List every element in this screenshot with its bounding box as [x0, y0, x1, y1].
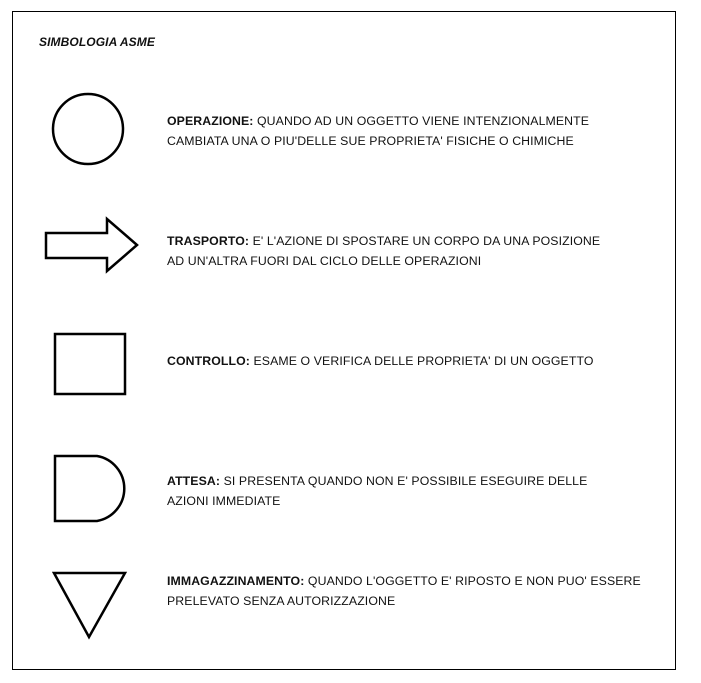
trasporto-text-line2: AD UN'ALTRA FUORI DAL CICLO DELLE OPERAZIONI [167, 254, 482, 268]
circle-icon [50, 92, 128, 166]
controllo-text-line1: ESAME O VERIFICA DELLE PROPRIETA' DI UN OGGETTO [249, 354, 594, 368]
operazione-text-line1: QUANDO AD UN OGGETTO VIENE INTENZIONALMENTE [253, 114, 590, 128]
attesa-text-line2: AZIONI IMMEDIATE [167, 494, 281, 508]
inverted-triangle-icon [52, 570, 128, 640]
immagazzinamento-term: IMMAGAZZINAMENTO: [167, 574, 305, 588]
trasporto-term: TRASPORTO: [167, 234, 250, 248]
operazione-text-line2: CAMBIATA UNA O PIU'DELLE SUE PROPRIETA' FISICHE O CHIMICHE [167, 134, 574, 148]
attesa-description [167, 471, 587, 511]
legend-title: SIMBOLOGIA ASME [39, 35, 155, 49]
controllo-description [167, 351, 594, 371]
trasporto-description [167, 231, 600, 271]
arrow-icon [44, 216, 140, 276]
controllo-term: CONTROLLO: [167, 354, 250, 368]
trasporto-text-line1: E' L'AZIONE DI SPOSTARE UN CORPO DA UNA POSIZIONE [249, 234, 601, 248]
immagazzinamento-text-line1: QUANDO L'OGGETTO E' RIPOSTO E NON PUO' ESSERE [304, 574, 641, 588]
square-icon [53, 332, 127, 396]
operazione-term: OPERAZIONE: [167, 114, 254, 128]
attesa-text-line1: SI PRESENTA QUANDO NON E' POSSIBILE ESEGUIRE DELLE [220, 474, 588, 488]
attesa-term: ATTESA: [167, 474, 221, 488]
operazione-description [167, 111, 589, 151]
immagazzinamento-text-line2: PRELEVATO SENZA AUTORIZZAZIONE [167, 594, 396, 608]
immagazzinamento-description [167, 571, 641, 611]
d-shape-icon [53, 454, 133, 524]
